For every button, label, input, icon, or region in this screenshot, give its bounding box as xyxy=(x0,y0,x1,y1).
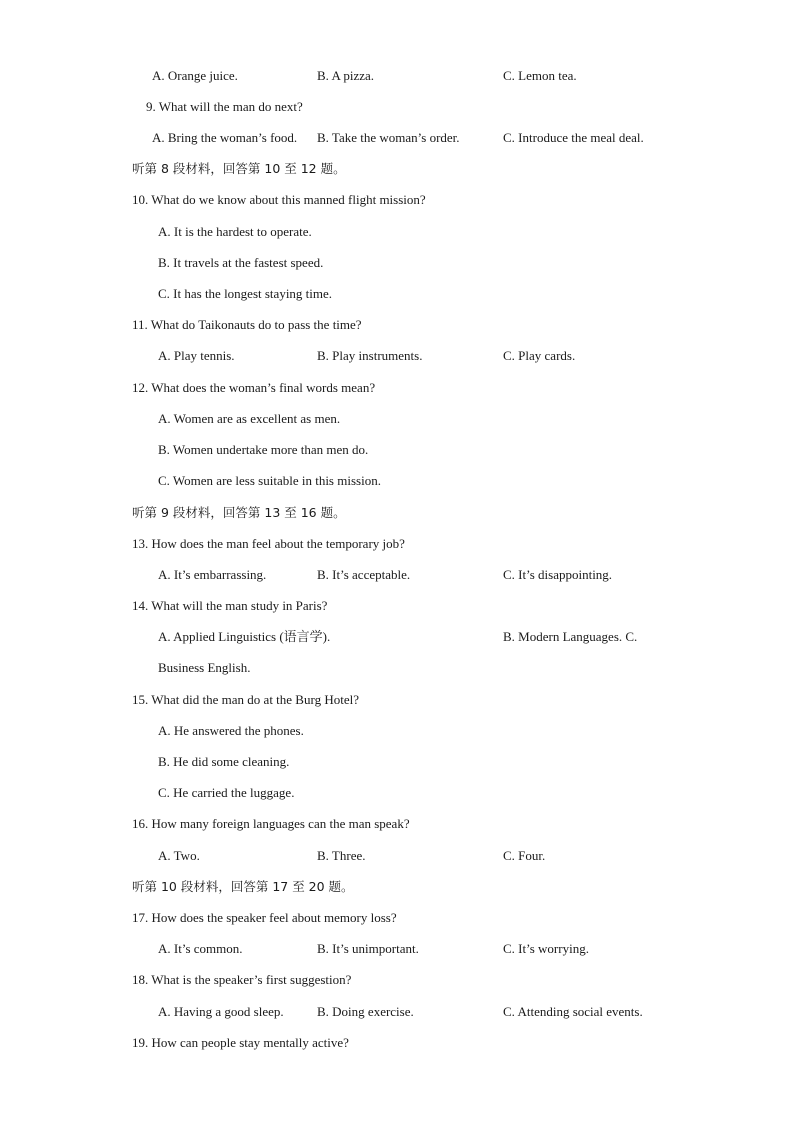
q10-option-a: A. It is the hardest to operate. xyxy=(158,224,312,239)
q10-option-b: B. It travels at the fastest speed. xyxy=(158,255,324,270)
question-17: 17. How does the speaker feel about memory loss? xyxy=(132,910,397,925)
q11-option-a: A. Play tennis. xyxy=(158,348,235,363)
q11-option-c: C. Play cards. xyxy=(503,348,576,363)
q10-option-c: C. It has the longest staying time. xyxy=(158,286,333,301)
q17-option-b: B. It’s unimportant. xyxy=(317,941,419,956)
q12-option-a: A. Women are as excellent as men. xyxy=(158,411,341,426)
q11-option-b: B. Play instruments. xyxy=(317,348,423,363)
q15-option-b: B. He did some cleaning. xyxy=(158,754,290,769)
question-19: 19. How can people stay mentally active? xyxy=(132,1035,349,1050)
q13-option-c: C. It’s disappointing. xyxy=(503,567,613,582)
q12-option-b: B. Women undertake more than men do. xyxy=(158,442,369,457)
q18-option-c: C. Attending social events. xyxy=(503,1004,643,1019)
q8-option-a: A. Orange juice. xyxy=(152,68,238,83)
q17-option-a: A. It’s common. xyxy=(158,941,243,956)
question-14: 14. What will the man study in Paris? xyxy=(132,598,328,613)
q18-option-a: A. Having a good sleep. xyxy=(158,1004,284,1019)
question-13: 13. How does the man feel about the temporary job? xyxy=(132,536,405,551)
question-16: 16. How many foreign languages can the man speak? xyxy=(132,816,410,831)
q13-option-b: B. It’s acceptable. xyxy=(317,567,411,582)
q14-option-c-continued: Business English. xyxy=(158,660,251,675)
q16-option-b: B. Three. xyxy=(317,848,366,863)
q15-option-a: A. He answered the phones. xyxy=(158,723,304,738)
q12-option-c: C. Women are less suitable in this mission. xyxy=(158,473,381,488)
question-9: 9. What will the man do next? xyxy=(146,99,303,114)
q16-option-c: C. Four. xyxy=(503,848,546,863)
q9-option-b: B. Take the woman’s order. xyxy=(317,130,460,145)
q9-option-c: C. Introduce the meal deal. xyxy=(503,130,644,145)
q14-option-a: A. Applied Linguistics (语言学). xyxy=(158,629,331,644)
q9-option-a: A. Bring the woman’s food. xyxy=(152,130,298,145)
question-15: 15. What did the man do at the Burg Hotel? xyxy=(132,692,359,707)
section-heading-9: 听第 9 段材料，回答第 13 至 16 题。 xyxy=(132,505,346,520)
question-11: 11. What do Taikonauts do to pass the time? xyxy=(132,317,362,332)
q13-option-a: A. It’s embarrassing. xyxy=(158,567,267,582)
q14-option-b: B. Modern Languages. C. xyxy=(503,629,638,644)
question-12: 12. What does the woman’s final words mean? xyxy=(132,380,376,395)
q8-option-b: B. A pizza. xyxy=(317,68,375,83)
section-heading-8: 听第 8 段材料，回答第 10 至 12 题。 xyxy=(132,161,346,176)
q15-option-c: C. He carried the luggage. xyxy=(158,785,295,800)
question-18: 18. What is the speaker’s first suggestion? xyxy=(132,972,352,987)
q8-option-c: C. Lemon tea. xyxy=(503,68,577,83)
q18-option-b: B. Doing exercise. xyxy=(317,1004,414,1019)
q17-option-c: C. It’s worrying. xyxy=(503,941,589,956)
question-10: 10. What do we know about this manned flight mission? xyxy=(132,192,426,207)
section-heading-10: 听第 10 段材料，回答第 17 至 20 题。 xyxy=(132,879,354,894)
q16-option-a: A. Two. xyxy=(158,848,200,863)
